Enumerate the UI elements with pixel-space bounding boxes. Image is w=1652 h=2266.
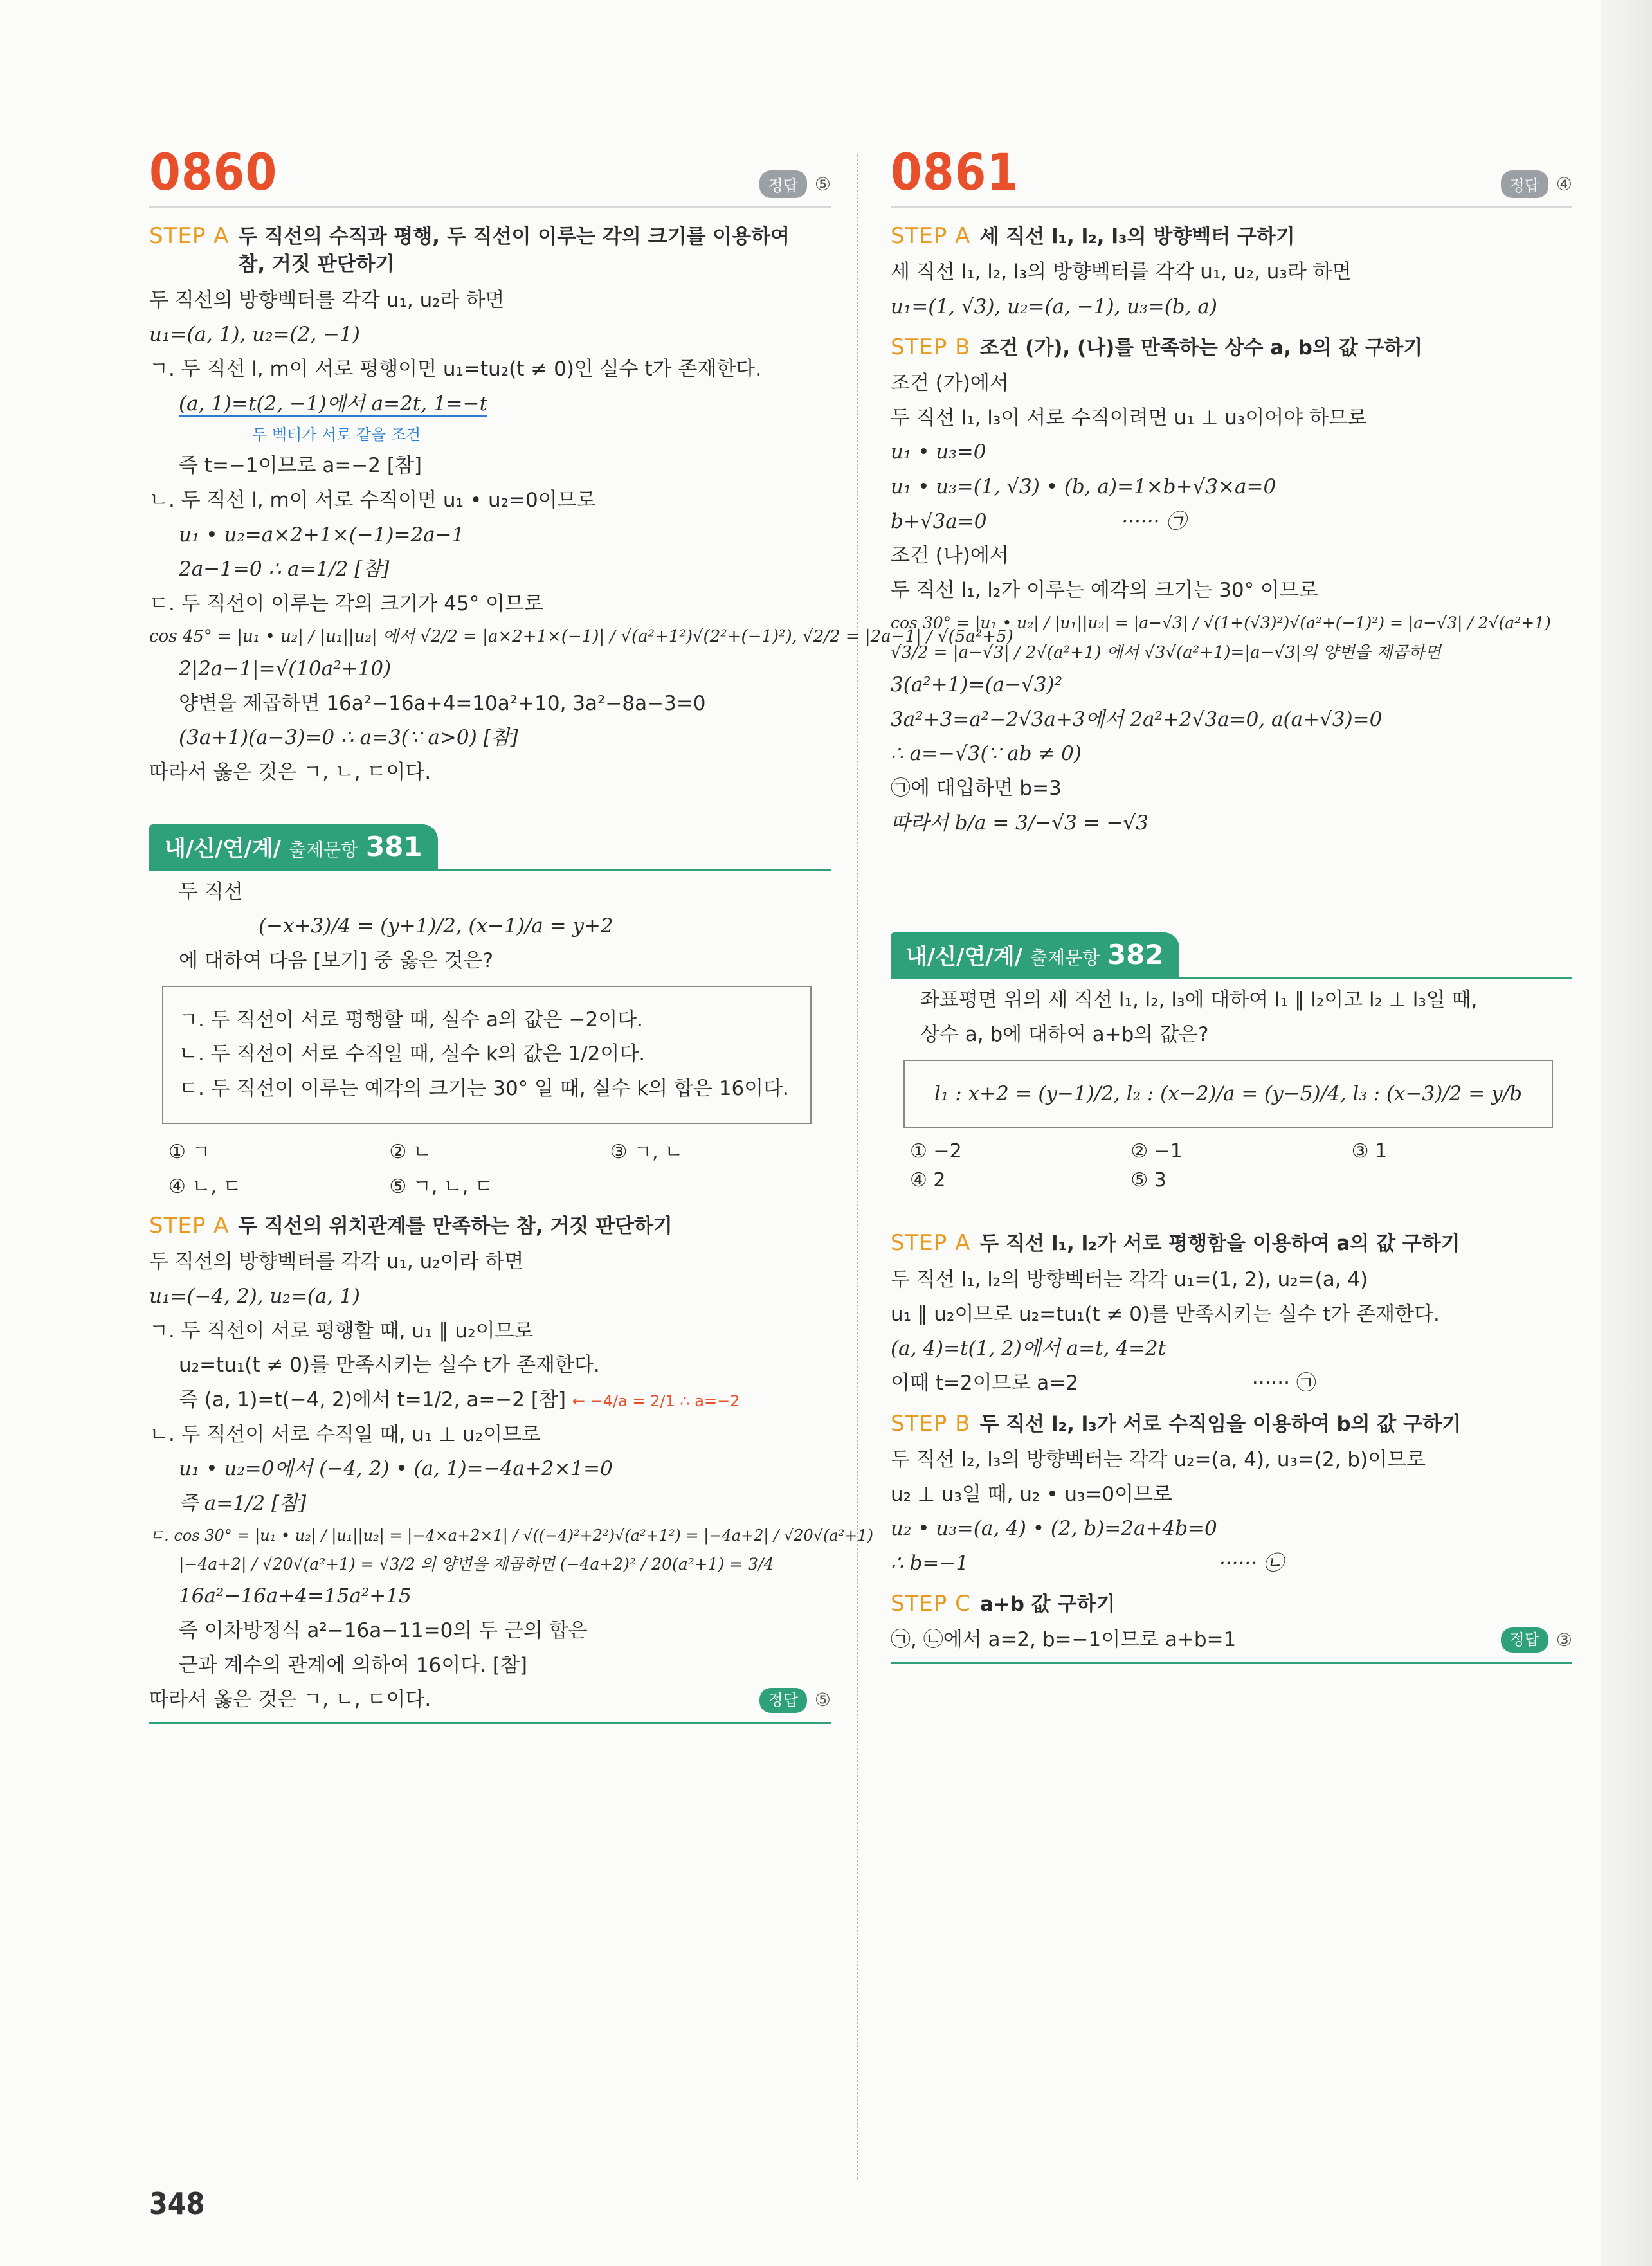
step-title	[238, 223, 790, 279]
conclusion-line	[891, 1627, 1572, 1653]
formula-line: √3/2 = |a−√3| / 2√(a²+1) 에서 √3√(a²+1)=|a−√3|의 양변을 제곱하면	[891, 642, 1441, 662]
solution-line: 두 직선 l₁, l₂의 방향벡터는 각각 u₁=(1, 2), u₂=(a, 4)	[891, 1267, 1368, 1291]
section-end-rule	[891, 1662, 1572, 1664]
solution-line: u₁ • u₂=a×2+1×(−1)=2a−1	[179, 523, 465, 547]
answer-badge	[759, 170, 831, 198]
solution-line: 3(a²+1)=(a−√3)²	[891, 673, 1063, 697]
step-a-heading-2	[891, 1230, 1572, 1258]
naesin-number: 381	[365, 830, 422, 862]
step-title: 두 직선 l₁, l₂가 서로 평행함을 이용하여 a의 값 구하기	[979, 1232, 1460, 1256]
equation-tag: ······ ㉠	[1251, 1371, 1316, 1395]
question-line: 두 직선	[179, 880, 243, 903]
right-column	[891, 144, 1572, 1664]
underlined-equation: (a, 1)=t(2, −1)에서 a=2t, 1=−t	[179, 392, 488, 415]
question-line: 좌표평면 위의 세 직선 l₁, l₂, l₃에 대하여 l₁ ∥ l₂이고 l₂ ⊥ l₃일 때,	[920, 988, 1478, 1012]
choice-1: ① ㄱ	[168, 1140, 211, 1163]
solution-line: ㄱ. 두 직선이 서로 평행할 때, u₁ ∥ u₂이므로	[149, 1319, 534, 1343]
bogi-item: ㄴ. 두 직선이 서로 수직일 때, 실수 k의 값은 1/2이다.	[179, 1042, 646, 1066]
step-c-heading	[891, 1591, 1572, 1618]
condition-box	[903, 1060, 1553, 1129]
solution-line: 세 직선 l₁, l₂, l₃의 방향벡터를 각각 u₁, u₂, u₃라 하면	[891, 260, 1352, 284]
solution-line: 즉 t=−1이므로 a=−2 [참]	[179, 454, 422, 478]
solution-line: 2a−1=0 ∴ a=1/2 [참]	[179, 557, 390, 581]
solution-line: 즉 a=1/2 [참]	[179, 1491, 307, 1515]
solution-line: u₂ ⊥ u₃일 때, u₂ • u₃=0이므로	[891, 1482, 1172, 1506]
answer-label: 정답	[759, 1688, 807, 1713]
solution-line: u₁=(a, 1), u₂=(2, −1)	[149, 323, 360, 347]
solution-line: ㉠에 대입하면 b=3	[891, 777, 1062, 801]
solution-line: u₁ ∥ u₂이므로 u₂=tu₁(t ≠ 0)를 만족시키는 실수 t가 존재한다.	[891, 1302, 1440, 1326]
answer-value: ⑤	[814, 174, 831, 195]
choice-2: ② −1	[1130, 1140, 1183, 1163]
naesin-banner	[891, 932, 1572, 979]
conclusion-text: ㉠, ㉡에서 a=2, b=−1이므로 a+b=1	[891, 1628, 1237, 1652]
step-title: a+b 값 구하기	[979, 1592, 1116, 1616]
solution-text: ∴ b=−1	[891, 1551, 969, 1575]
page-number: 348	[149, 2186, 205, 2221]
solution-line: 16a²−16a+4=15a²+15	[179, 1584, 412, 1608]
step-title-line1: 두 직선의 수직과 평행, 두 직선이 이루는 각의 크기를 이용하여	[238, 225, 790, 248]
formula-line: cos 30° = |u₁ • u₂| / |u₁||u₂| = |a−√3| / √(1+(√3)²)√(a²+(−1)²) = |a−√3| / 2√(a²+1)	[891, 613, 1551, 632]
solution-text: 즉 (a, 1)=t(−4, 2)에서 t=1/2, a=−2 [참]	[179, 1388, 566, 1411]
solution-line: 근과 계수의 관계에 의하여 16이다. [참]	[179, 1653, 528, 1677]
naesin-tab	[149, 824, 438, 869]
bogi-item: ㄷ. 두 직선이 이루는 예각의 크기는 30° 일 때, 실수 k의 합은 16이다.	[179, 1077, 789, 1101]
choice-4: ④ 2	[910, 1169, 946, 1192]
answer-badge	[1501, 1627, 1572, 1653]
solution-line	[891, 1551, 1572, 1577]
solution-line	[891, 509, 1572, 535]
solution-line: 2|2a−1|=√(10a²+10)	[179, 657, 392, 681]
solution-text: b+√3a=0	[891, 509, 987, 533]
choice-4: ④ ㄴ, ㄷ	[168, 1175, 242, 1198]
solution-line: 따라서 옳은 것은 ㄱ, ㄴ, ㄷ이다.	[149, 761, 431, 784]
step-tag: STEP A	[891, 1230, 971, 1256]
solution-line: ∴ a=−√3(∵ ab ≠ 0)	[891, 742, 1082, 766]
naesin-sub: 출제문항	[288, 838, 359, 860]
naesin-banner	[149, 824, 831, 871]
solution-line	[149, 392, 831, 417]
solution-line: (3a+1)(a−3)=0 ∴ a=3(∵ a>0) [참]	[179, 726, 518, 750]
solution-line: 양변을 제곱하면 16a²−16a+4=10a²+10, 3a²−8a−3=0	[179, 691, 706, 715]
solution-line: 두 직선 l₂, l₃의 방향벡터는 각각 u₂=(a, 4), u₃=(2, b)이므로	[891, 1447, 1426, 1471]
solution-text: 이때 t=2이므로 a=2	[891, 1371, 1078, 1395]
choice-3: ③ ㄱ, ㄴ	[610, 1140, 684, 1163]
solution-line: 조건 (나)에서	[891, 544, 1009, 568]
question-line: 상수 a, b에 대하여 a+b의 값은?	[920, 1023, 1209, 1047]
equation-tag: ······ ㉡	[1219, 1551, 1284, 1575]
answer-label: 정답	[759, 170, 807, 198]
problem-number: 0860	[149, 144, 278, 202]
solution-line: 두 직선 l₁, l₃이 서로 수직이려면 u₁ ⊥ u₃이어야 하므로	[891, 406, 1367, 430]
step-title: 조건 (가), (나)를 만족하는 상수 a, b의 값 구하기	[979, 336, 1423, 359]
choice-5: ⑤ 3	[1130, 1169, 1166, 1192]
column-divider	[857, 154, 858, 2180]
solution-line: u₂=tu₁(t ≠ 0)를 만족시키는 실수 t가 존재한다.	[179, 1354, 600, 1377]
answer-badge	[1501, 170, 1572, 198]
answer-badge	[759, 1687, 831, 1713]
solution-line: u₁ • u₃=0	[891, 440, 986, 464]
naesin-label: 내/신/연/계/	[906, 944, 1023, 970]
annotation-note: 두 벡터가 서로 같을 조건	[252, 426, 421, 444]
step-title-line2: 참, 거짓 판단하기	[238, 253, 395, 276]
naesin-number: 382	[1107, 939, 1164, 971]
step-b-heading	[891, 334, 1572, 362]
solution-line: (a, 4)=t(1, 2)에서 a=t, 4=2t	[891, 1337, 1166, 1361]
annotation-note: ← −4/a = 2/1 ∴ a=−2	[572, 1391, 740, 1410]
answer-label: 정답	[1501, 170, 1548, 198]
answer-choices	[891, 1140, 1572, 1192]
step-a-heading	[149, 223, 831, 279]
naesin-tab	[891, 932, 1179, 977]
solution-line: u₁ • u₂=0에서 (−4, 2) • (a, 1)=−4a+2×1=0	[179, 1457, 613, 1481]
solution-line: ㄷ. 두 직선이 이루는 각의 크기가 45° 이므로	[149, 592, 543, 616]
solution-line	[891, 1371, 1572, 1397]
step-title: 세 직선 l₁, l₂, l₃의 방향벡터 구하기	[979, 225, 1295, 248]
solution-line: ㄱ. 두 직선 l, m이 서로 평행이면 u₁=tu₂(t ≠ 0)인 실수 t가 존재한다.	[149, 358, 762, 381]
naesin-label: 내/신/연/계/	[165, 835, 282, 862]
solution-line: 두 직선 l₁, l₂가 이루는 예각의 크기는 30° 이므로	[891, 579, 1318, 603]
line-equations: l₁ : x+2 = (y−1)/2, l₂ : (x−2)/a = (y−5)/4, l₃ : (x−3)/2 = y/b	[934, 1082, 1522, 1105]
question-line: 에 대하여 다음 [보기] 중 옳은 것은?	[179, 949, 494, 973]
solution-line: 3a²+3=a²−2√3a+3에서 2a²+2√3a=0, a(a+√3)=0	[891, 707, 1383, 731]
bogi-item: ㄱ. 두 직선이 서로 평행할 때, 실수 a의 값은 −2이다.	[179, 1008, 643, 1031]
answer-value: ③	[1556, 1629, 1572, 1651]
answer-choices	[149, 1136, 831, 1199]
question-equation: (−x+3)/4 = (y+1)/2, (x−1)/a = y+2	[259, 914, 613, 938]
conclusion-line	[149, 1687, 831, 1713]
problem-header-0861	[891, 144, 1572, 208]
formula-line: |−4a+2| / √20√(a²+1) = √3/2 의 양변을 제곱하면 (−4a+2)² / 20(a²+1) = 3/4	[179, 1555, 774, 1574]
bogi-box	[162, 986, 812, 1124]
problem-number: 0861	[891, 144, 1019, 202]
step-tag: STEP C	[891, 1590, 971, 1617]
section-end-rule	[149, 1722, 831, 1724]
answer-value: ④	[1556, 174, 1572, 195]
solution-line: 따라서 b/a = 3/−√3 = −√3	[891, 811, 1148, 835]
step-a-heading	[891, 223, 1572, 251]
step-tag: STEP A	[149, 1212, 230, 1238]
choice-3: ③ 1	[1351, 1140, 1388, 1163]
step-tag: STEP B	[891, 334, 971, 360]
answer-label: 정답	[1501, 1627, 1548, 1653]
naesin-sub: 출제문항	[1030, 947, 1100, 969]
solution-line: 조건 (가)에서	[891, 372, 1009, 395]
step-tag: STEP A	[149, 223, 230, 249]
formula-line: cos 45° = |u₁ • u₂| / |u₁||u₂| 에서 √2/2 = |a×2+1×(−1)| / √(a²+1²)√(2²+(−1)²), √2/2 = |2a−1| / √(5a²+5)	[149, 626, 1013, 646]
solution-line: ㄴ. 두 직선이 서로 수직일 때, u₁ ⊥ u₂이므로	[149, 1422, 541, 1446]
conclusion-text: 따라서 옳은 것은 ㄱ, ㄴ, ㄷ이다.	[149, 1688, 431, 1712]
step-title: 두 직선 l₂, l₃가 서로 수직임을 이용하여 b의 값 구하기	[979, 1412, 1461, 1436]
step-a-heading-2	[149, 1213, 831, 1240]
choice-5: ⑤ ㄱ, ㄴ, ㄷ	[389, 1175, 493, 1198]
solution-line: u₁=(−4, 2), u₂=(a, 1)	[149, 1284, 360, 1308]
problem-header-0860	[149, 144, 831, 208]
choice-1: ① −2	[910, 1140, 962, 1163]
solution-line: u₁ • u₃=(1, √3) • (b, a)=1×b+√3×a=0	[891, 475, 1276, 499]
solution-line	[149, 1388, 831, 1413]
formula-line: ㄷ. cos 30° = |u₁ • u₂| / |u₁||u₂| = |−4×a+2×1| / √((−4)²+2²)√(a²+1²) = |−4a+2| / √20√(a²+1)	[149, 1526, 874, 1545]
equation-tag: ······ ㉠	[1121, 509, 1186, 533]
step-title: 두 직선의 위치관계를 만족하는 참, 거짓 판단하기	[238, 1214, 673, 1238]
step-tag: STEP B	[891, 1410, 971, 1437]
choice-2: ② ㄴ	[389, 1140, 431, 1163]
solution-line: u₁=(1, √3), u₂=(a, −1), u₃=(b, a)	[891, 295, 1217, 319]
solution-line: u₂ • u₃=(a, 4) • (2, b)=2a+4b=0	[891, 1517, 1217, 1541]
answer-value: ⑤	[814, 1689, 831, 1711]
solution-line: ㄴ. 두 직선 l, m이 서로 수직이면 u₁ • u₂=0이므로	[149, 489, 596, 512]
step-tag: STEP A	[891, 223, 971, 249]
step-b-heading-2	[891, 1411, 1572, 1438]
solution-line: 두 직선의 방향벡터를 각각 u₁, u₂이라 하면	[149, 1250, 524, 1274]
solution-line: 두 직선의 방향벡터를 각각 u₁, u₂라 하면	[149, 288, 505, 312]
page-edge-shade	[1601, 0, 1652, 2266]
solution-line: 즉 이차방정식 a²−16a−11=0의 두 근의 합은	[179, 1618, 588, 1642]
